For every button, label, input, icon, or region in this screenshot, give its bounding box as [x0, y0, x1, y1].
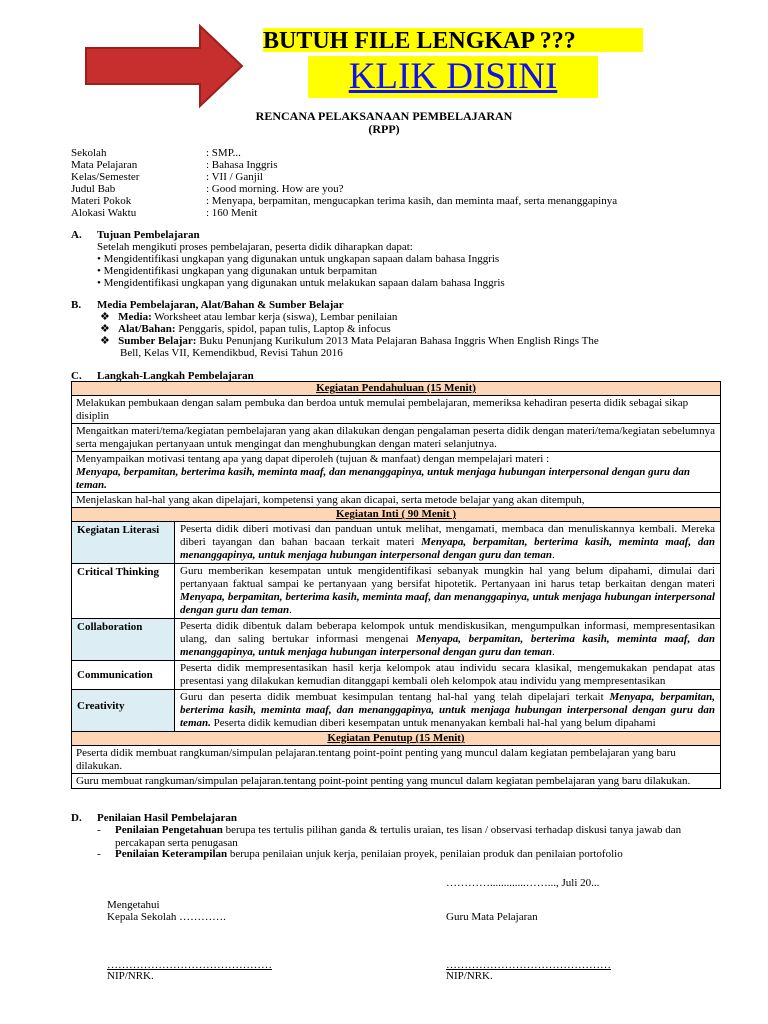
nip-right: NIP/NRK.	[446, 970, 493, 982]
text-part: .	[551, 549, 555, 561]
text-part: Peserta didik diberi motivasi dan panduan untuk melihat, mengamati, membaca dan menuliskannya kembali. Mereka diberi tayangan dan bahan bacaan terkait materi	[180, 523, 715, 548]
text-emphasis: Menyapa, berpamitan, berterima kasih, meminta maaf, dan menanggapinya, untuk menjaga hubungan interpersonal dengan guru dan teman	[180, 591, 715, 616]
row-text	[175, 661, 720, 689]
steps-table	[71, 381, 721, 789]
item-text: Worksheet atau lembar kerja (siswa), Lembar penilaian	[151, 311, 398, 323]
table-row	[72, 563, 720, 618]
info-value: : Menyapa, berpamitan, mengucapkan terima kasih, dan meminta maaf, serta menanggapinya	[206, 195, 618, 207]
list-item	[115, 848, 715, 861]
info-label: Sekolah	[71, 147, 107, 159]
row-label: Collaboration	[72, 619, 175, 660]
section-number: C.	[71, 370, 82, 382]
document-title: RENCANA PELAKSANAAN PEMBELAJARAN	[255, 109, 513, 123]
item-label: Alat/Bahan:	[118, 323, 176, 335]
diamond-bullet-icon: ❖	[100, 311, 110, 323]
klik-disini-link[interactable]: KLIK DISINI	[308, 56, 598, 98]
info-value: : Bahasa Inggris	[206, 159, 278, 171]
signature-date: ………….............……..., Juli 20...	[446, 877, 600, 889]
list-item: • Mengidentifikasi ungkapan yang digunakan untuk ungkapan sapaan dalam bahasa Inggris	[97, 253, 500, 265]
row-text	[175, 690, 720, 731]
table-row	[72, 451, 720, 492]
nip-left: NIP/NRK.	[107, 970, 154, 982]
section-title: Penilaian Hasil Pembelajaran	[97, 812, 237, 824]
item-text: Penggaris, spidol, papan tulis, Laptop & infocus	[175, 323, 391, 335]
text-emphasis: Menyapa, berpamitan, berterima kasih, meminta maaf, dan menanggapinya, untuk menjaga hubungan interpersonal dengan guru dan teman	[180, 536, 715, 561]
kepala-sekolah-label: Kepala Sekolah ………….	[107, 911, 226, 923]
item-text: berupa tes tertulis pilihan ganda & tertulis uraian, tes lisan / observasi terhadap diskusi tanya jawab dan percakapan serta penugasan	[115, 824, 682, 849]
text-part: .	[289, 604, 292, 616]
table-header-row: Kegiatan Penutup (15 Menit)	[72, 731, 720, 745]
info-value: : SMP...	[206, 147, 241, 159]
row-label: Kegiatan Literasi	[72, 522, 175, 563]
dash-bullet: -	[97, 848, 101, 860]
list-item: • Mengidentifikasi ungkapan yang digunakan untuk melakukan sapaan dalam bahasa Inggris	[97, 277, 505, 289]
info-value: : VII / Ganjil	[206, 171, 263, 183]
info-value: : Good morning. How are you?	[206, 183, 344, 195]
table-row	[72, 689, 720, 731]
section-number: D.	[71, 812, 82, 824]
section-title: Media Pembelajaran, Alat/Bahan & Sumber Belajar	[97, 299, 344, 311]
text-part: .	[551, 646, 555, 658]
row-text: Menyampaikan motivasi tentang apa yang dapat diperoleh (tujuan & manfaat) dengan mempelajari materi :	[76, 453, 550, 465]
document-subtitle: (RPP)	[368, 122, 400, 136]
row-text	[175, 619, 720, 660]
text-emphasis: Menyapa, berpamitan, berterima kasih, meminta maaf, dan menanggapinya, untuk menjaga hubungan interpersonal dengan guru dan teman.	[180, 691, 715, 729]
item-label: Sumber Belajar:	[118, 335, 197, 347]
diamond-bullet-icon: ❖	[100, 323, 110, 335]
info-label: Judul Bab	[71, 183, 116, 195]
dash-bullet: -	[97, 824, 101, 836]
section-number: A.	[71, 229, 82, 241]
list-item	[115, 824, 715, 850]
table-row: Guru membuat rangkuman/simpulan pelajaran.tentang point-point penting yang muncul dalam kegiatan pembelajaran yang baru dilakukan.	[72, 773, 720, 788]
table-row	[72, 660, 720, 689]
section-number: B.	[71, 299, 82, 311]
signature-line-left: ………………………………………	[107, 959, 272, 971]
info-value: : 160 Menit	[206, 207, 258, 219]
section-a-intro: Setelah mengikuti proses pembelajaran, peserta didik diharapkan dapat:	[97, 241, 413, 253]
guru-label: Guru Mata Pelajaran	[446, 911, 538, 923]
banner-title: BUTUH FILE LENGKAP ???	[263, 28, 643, 52]
item-label: Penilaian Keterampilan	[115, 848, 228, 860]
signature-line-right: ………………………………………	[446, 959, 611, 971]
section-title: Tujuan Pembelajaran	[97, 229, 200, 241]
table-row	[72, 618, 720, 660]
text-part: Peserta didik mempresentasikan hasil kerja kelompok atau individu secara klasikal, mengemukakan pendapat atas presentasi yang dilakukan kemudian ditanggapi kembali oleh kelompok atau individu yang mempresentasikan	[180, 662, 715, 687]
row-label: Creativity	[72, 690, 175, 731]
diamond-bullet-icon: ❖	[100, 335, 110, 347]
row-text	[175, 522, 720, 563]
item-text: berupa penilaian unjuk kerja, penilaian proyek, penilaian produk dan penilaian portofolio	[227, 848, 623, 860]
table-header-row: Kegiatan Pendahuluan (15 Menit)	[72, 382, 720, 395]
item-label: Media:	[118, 311, 152, 323]
table-row: Mengaitkan materi/tema/kegiatan pembelajaran yang akan dilakukan dengan pengalaman peserta didik dengan materi/tema/kegiatan sebelumnya serta mengajukan pertanyaan untuk mengingat dan menghubungkan dengan materi selanjutnya.	[72, 423, 720, 451]
row-emphasis: Menyapa, berpamitan, berterima kasih, meminta maaf, dan menanggapinya, untuk menjaga hubungan interpersonal dengan guru dan teman.	[76, 466, 690, 491]
table-row: Menjelaskan hal-hal yang akan dipelajari, kompetensi yang akan dicapai, serta metode belajar yang akan ditempuh,	[72, 492, 720, 507]
table-header-row: Kegiatan Inti ( 90 Menit )	[72, 507, 720, 521]
text-part: Guru dan peserta didik membuat kesimpulan tentang hal-hal yang telah dipelajari terkait	[180, 691, 610, 703]
info-label: Alokasi Waktu	[71, 207, 137, 219]
info-label: Materi Pokok	[71, 195, 132, 207]
mengetahui-label: Mengetahui	[107, 899, 160, 911]
list-item: • Mengidentifikasi ungkapan yang digunakan untuk berpamitan	[97, 265, 378, 277]
text-part: Guru memberikan kesempatan untuk mengidentifikasi sebanyak mungkin hal yang belum dipahami, dimulai dari pertanyaan faktual sampai ke pertanyaan yang bersifat hipotetik. Pertanyaan ini harus tetap berkaitan dengan materi	[180, 565, 715, 590]
table-row: Peserta didik membuat rangkuman/simpulan pelajaran.tentang point-point penting yang muncul dalam kegiatan pembelajaran yang baru dilakukan.	[72, 745, 720, 773]
item-label: Penilaian Pengetahuan	[115, 824, 223, 836]
text-emphasis: Menyapa, berpamitan, berterima kasih, meminta maaf, dan menanggapinya, untuk menjaga hubungan interpersonal dengan guru dan teman	[180, 633, 715, 658]
row-label: Communication	[72, 661, 175, 689]
table-row	[72, 521, 720, 563]
text-part: Peserta didik dibentuk dalam beberapa kelompok untuk mendiskusikan, mengumpulkan informasi, mempresentasikan ulang, dan saling bertukar informasi mengenai	[180, 620, 715, 645]
row-text	[175, 564, 720, 618]
info-label: Kelas/Semester	[71, 171, 140, 183]
table-row: Melakukan pembukaan dengan salam pembuka dan berdoa untuk memulai pembelajaran, memeriksa kehadiran peserta didik sebagai sikap disiplin	[72, 395, 720, 423]
section-title: Langkah-Langkah Pembelajaran	[97, 370, 254, 382]
row-label: Critical Thinking	[72, 564, 175, 618]
info-label: Mata Pelajaran	[71, 159, 138, 171]
text-part: Peserta didik kemudian diberi kesempatan untuk menanyakan kembali hal-hal yang belum dipahami	[210, 717, 656, 729]
list-item-continuation: Bell, Kelas VII, Kemendikbud, Revisi Tahun 2016	[120, 347, 343, 359]
item-text: Buku Penunjang Kurikulum 2013 Mata Pelajaran Bahasa Inggris When English Rings The	[196, 335, 599, 347]
red-arrow-icon	[82, 22, 246, 110]
